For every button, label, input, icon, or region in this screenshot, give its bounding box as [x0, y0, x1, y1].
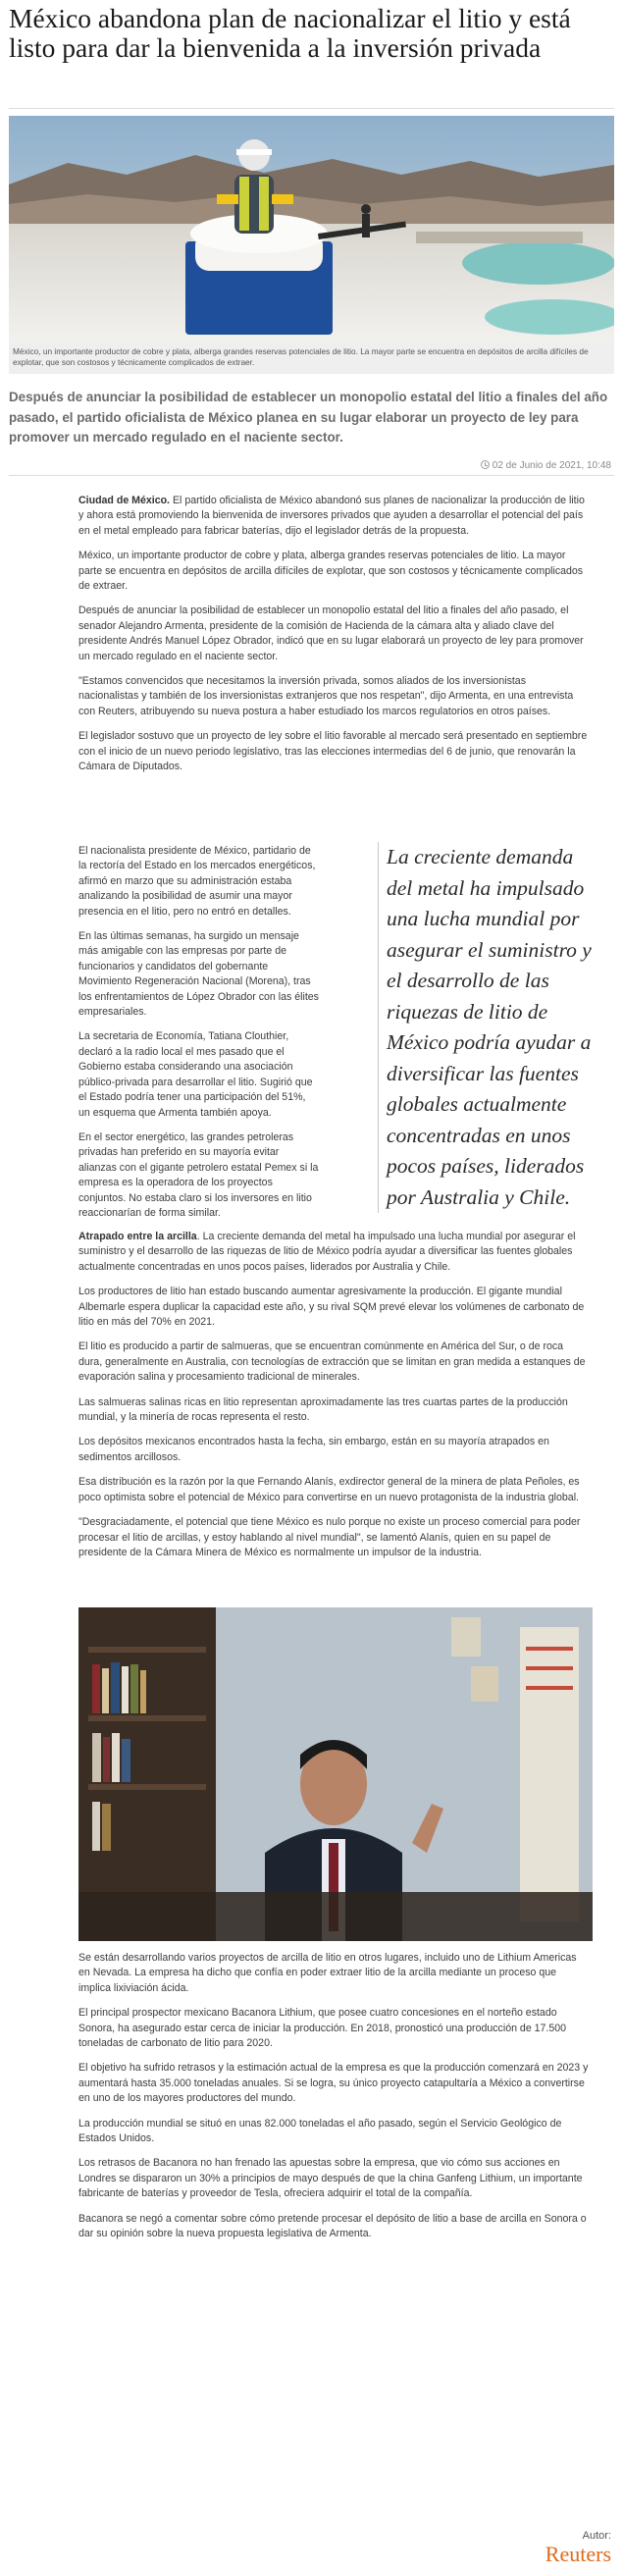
article-body-bottom	[78, 1951, 589, 2252]
author-label: Autor:	[582, 2530, 611, 2542]
paragraph: El nacionalista presidente de México, partidario de la rectoría del Estado en los mercados energéticos, afirmó en marzo que su administración estaba analizando la posibilidad de asumir una mayor presencia en el litio, pero no entró en detalles.	[78, 845, 316, 918]
date-text: 02 de Junio de 2021, 10:48	[492, 460, 611, 471]
article-body-top	[78, 494, 589, 785]
paragraph: "Desgraciadamente, el potencial que tiene México es nulo porque no existe un proceso comercial para poder procesar el litio de arcillas, y estoy hablando al nivel mundial", se lamentó Alanís, quien en su papel de presidente de la Cámara Minera de México es normalmente un impulsor de la industria.	[78, 1516, 581, 1558]
paragraph: En las últimas semanas, ha surgido un mensaje más amigable con las empresas por parte de funcionarios y candidatos del gobernante Movimiento Regeneración Nacional (Morena), tras los enfrentamientos de López Obrador con las élites empresariales.	[78, 930, 319, 1019]
paragraph: La producción mundial se situó en unas 82.000 toneladas el año pasado, según el Servicio Geológico de Estados Unidos.	[78, 2117, 562, 2145]
paragraph: "Estamos convencidos que necesitamos la inversión privada, somos aliados de los inversionistas nacionalistas y también de los inversionistas extranjeros que nos respetan", dijo Armenta, en una entrevista con Reuters, atribuyendo su nueva postura a haber estudiado los marcos regulatorios en otros países.	[78, 675, 574, 717]
paragraph: El litio es producido a partir de salmueras, que se encuentran comúnmente en América del Sur, o de roca dura, generalmente en Australia, con tecnologías de extracción que se limitan en gran medida a estanques de evaporación salina y procesamiento tradicional de minerales.	[78, 1341, 586, 1384]
paragraph: El objetivo ha sufrido retrasos y la estimación actual de la empresa es que la producción comenzará en 2023 y aumentará hasta 35.000 toneladas anuales. Si se logra, su único proyecto catapultaría a México a convertirse en uno de los mayores productores del mundo.	[78, 2062, 589, 2105]
paragraph: Los productores de litio han estado buscando aumentar agresivamente la producción. El gigante mundial Albemarle espera duplicar la capacidad este año, y su rival SQM prevé elevar los volúmenes de carbonato de litio en más del 70% en 2021.	[78, 1286, 585, 1329]
paragraph: Ciudad de México. El partido oficialista de México abandonó sus planes de nacionalizar la producción de litio y ahora está promoviendo la bienvenida de inversores privados que ayuden a desarrollar el potencial del país en el metal empleado para fabricar baterías, dijo el legislador detrás de la propuesta.	[78, 495, 585, 537]
hero-image	[9, 116, 614, 342]
pull-quote: La creciente demanda del metal ha impulsado una lucha mundial por asegurar el suministro y el desarrollo de las riquezas de litio de México podría ayudar a diversificar las fuentes globales actualmente concentradas en unos pocos países, liderados por Australia y Chile.	[378, 842, 596, 1213]
paragraph: Se están desarrollando varios proyectos de arcilla de litio en otros lugares, incluido uno de Lithium Americas en Nevada. La empresa ha dicho que confía en poder extraer litio de la arcilla mediante un proceso que implica lixiviación ácida.	[78, 1952, 577, 1994]
paragraph: México, un importante productor de cobre y plata, alberga grandes reservas potenciales de litio. La mayor parte se encuentra en depósitos de arcilla difíciles de explotar, que son costosos y técnicamente complicados de extraer.	[78, 550, 584, 593]
article-body-narrow	[78, 844, 319, 1231]
divider	[9, 475, 614, 476]
headline: México abandona plan de nacionalizar el litio y está listo para dar la bienvenida a la inversión privada	[9, 3, 571, 63]
author-name[interactable]: Reuters	[545, 2542, 611, 2566]
paragraph: Las salmueras salinas ricas en litio representan aproximadamente las tres cuartas partes de la producción mundial, y la minería de rocas representa el resto.	[78, 1395, 568, 1424]
paragraph: El principal prospector mexicano Bacanora Lithium, que posee cuatro concesiones en el norteño estado Sonora, ha asegurado estar cerca de iniciar la producción. En 2018, pronosticó una producción de 17.500 toneladas de carbonato de litio para 2020.	[78, 2007, 567, 2050]
paragraph: Esa distribución es la razón por la que Fernando Alanís, exdirector general de la minera de plata Peñoles, es poco optimista sobre el potencial de México para convertirse en un nuevo protagonista de la industria global.	[78, 1476, 580, 1503]
dateline-city: Ciudad de México.	[78, 495, 171, 506]
paragraph: Después de anunciar la posibilidad de establecer un monopolio estatal del litio a finales del año pasado, el senador Alejandro Armenta, presidente de la comisión de Hacienda de la cámara alta y aliado clave del presidente Andrés Manuel López Obrador, indicó que en su lugar elaborará un proyecto de ley para promover un mercado regulado en el naciente sector.	[78, 605, 584, 662]
lead-paragraph: Después de anunciar la posibilidad de establecer un monopolio estatal del litio a finales del año pasado, el partido oficialista de México planea en su lugar elaborar un proyecto de ley para promover un mercado regulado en el naciente sector.	[9, 390, 608, 445]
hero-caption: México, un importante productor de cobre y plata, alberga grandes reservas potenciales de litio. La mayor parte se encuentra en depósitos de arcilla difíciles de explotar, que son costosos y técnicamente complicados de extraer.	[9, 342, 614, 374]
paragraph: En el sector energético, las grandes petroleras privadas han preferido en su mayoría evitar alianzas con el gigante petrolero estatal Pemex si la empresa es la operadora de los proyectos conjuntos. No estaba claro si los inversores en litio reaccionarían de forma similar.	[78, 1130, 319, 1219]
paragraph: El legislador sostuvo que un proyecto de ley sobre el litio favorable al mercado será presentado en septiembre con el inicio de un nuevo periodo legislativo, tras las elecciones intermedias del 6 de junio, que renovarán la Cámara de Diputados.	[78, 730, 588, 773]
paragraph: Atrapado entre la arcilla. La creciente demanda del metal ha impulsado una lucha mundial por asegurar el suministro y el desarrollo de las riquezas de litio de México podría ayudar a diversificar las fuentes globales actualmente concentradas en unos pocos países, liderados por Australia y Chile.	[78, 1231, 576, 1273]
clock-icon	[481, 460, 490, 469]
senator-office-illustration	[78, 1607, 593, 1941]
paragraph: Los depósitos mexicanos encontrados hasta la fecha, sin embargo, están en su mayoría atrapados en sedimentos arcillosos.	[78, 1436, 549, 1463]
paragraph: Los retrasos de Bacanora no han frenado las apuestas sobre la empresa, que vio cómo sus acciones en Londres se dispararon un 30% a principios de mayo después de que la china Ganfeng Lithium, un importante fabricante de baterías y proveedor de Tesla, ofreciera adquirir el total de la compañía.	[78, 2157, 583, 2200]
subheading: Atrapado entre la arcilla	[78, 1231, 197, 1242]
paragraph: La secretaria de Economía, Tatiana Clouthier, declaró a la radio local el mes pasado que el Gobierno estaba considerando una asociación público-privada para desarrollar el litio. Sugirió que el Estado podría tener una participación del 51%, un esquema que Armenta también apoya.	[78, 1030, 313, 1119]
senator-photo	[78, 1607, 593, 1941]
paragraph: Bacanora se negó a comentar sobre cómo pretende procesar el depósito de litio a base de arcilla en Sonora o dar su opinión sobre la nueva propuesta legislativa de Armenta.	[78, 2212, 587, 2240]
lithium-worker-illustration	[9, 116, 614, 342]
divider	[9, 108, 614, 109]
article-body-middle	[78, 1230, 589, 1570]
publish-date	[481, 460, 611, 471]
